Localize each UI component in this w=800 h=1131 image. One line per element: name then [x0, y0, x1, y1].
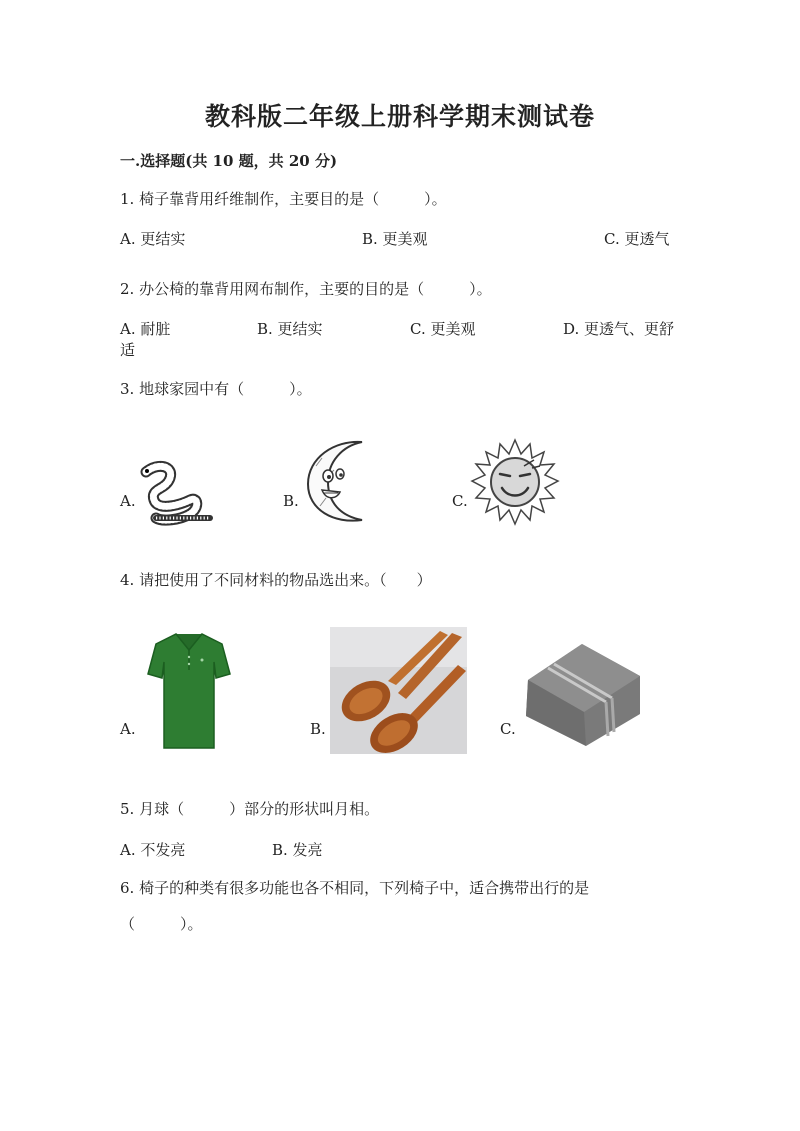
question-4-stem: 4. 请把使用了不同材料的物品选出来。（ ） [120, 571, 432, 589]
q4-option-b: B. [310, 720, 326, 738]
smiling-sun-image [468, 438, 562, 528]
earthworm-image [138, 460, 218, 530]
q5-option-a: A. 不发亮 [120, 841, 186, 859]
q1-option-b: B. 更美观 [362, 230, 428, 248]
q4-option-c: C. [500, 720, 516, 738]
q2-option-d-wrap: 适 [120, 341, 136, 359]
q1-option-c: C. 更透气 [604, 230, 670, 248]
q3-option-c: C. [452, 492, 468, 510]
q3-option-a: A. [120, 492, 136, 510]
q4-option-a: A. [120, 720, 136, 738]
q1-option-a: A. 更结实 [120, 230, 186, 248]
q2-option-d: D. 更透气、更舒 [563, 320, 675, 338]
grey-towel-image [520, 640, 644, 750]
q5-option-b: B. 发亮 [272, 841, 323, 859]
question-3-stem: 3. 地球家园中有（ ）。 [120, 380, 312, 398]
question-1-stem: 1. 椅子靠背用纤维制作，主要目的是（ ）。 [120, 190, 447, 208]
q2-option-c: C. 更美观 [410, 320, 476, 338]
question-6-blank: （ ）。 [120, 915, 203, 933]
green-shirt-image [146, 630, 232, 752]
section-heading: 一.选择题(共 10 题，共 20 分) [120, 152, 338, 170]
q2-option-a: A. 耐脏 [120, 320, 171, 338]
q3-option-b: B. [283, 492, 299, 510]
crescent-moon-face-image [300, 436, 390, 526]
question-2-stem: 2. 办公椅的靠背用网布制作，主要的目的是（ ）。 [120, 280, 492, 298]
question-5-stem: 5. 月球（ ）部分的形状叫月相。 [120, 800, 380, 818]
question-6-stem: 6. 椅子的种类有很多功能也各不相同，下列椅子中，适合携带出行的是 [120, 879, 590, 897]
q2-option-b: B. 更结实 [257, 320, 323, 338]
wooden-spoons-image [330, 627, 467, 754]
page-title: 教科版二年级上册科学期末测试卷 [204, 102, 595, 131]
